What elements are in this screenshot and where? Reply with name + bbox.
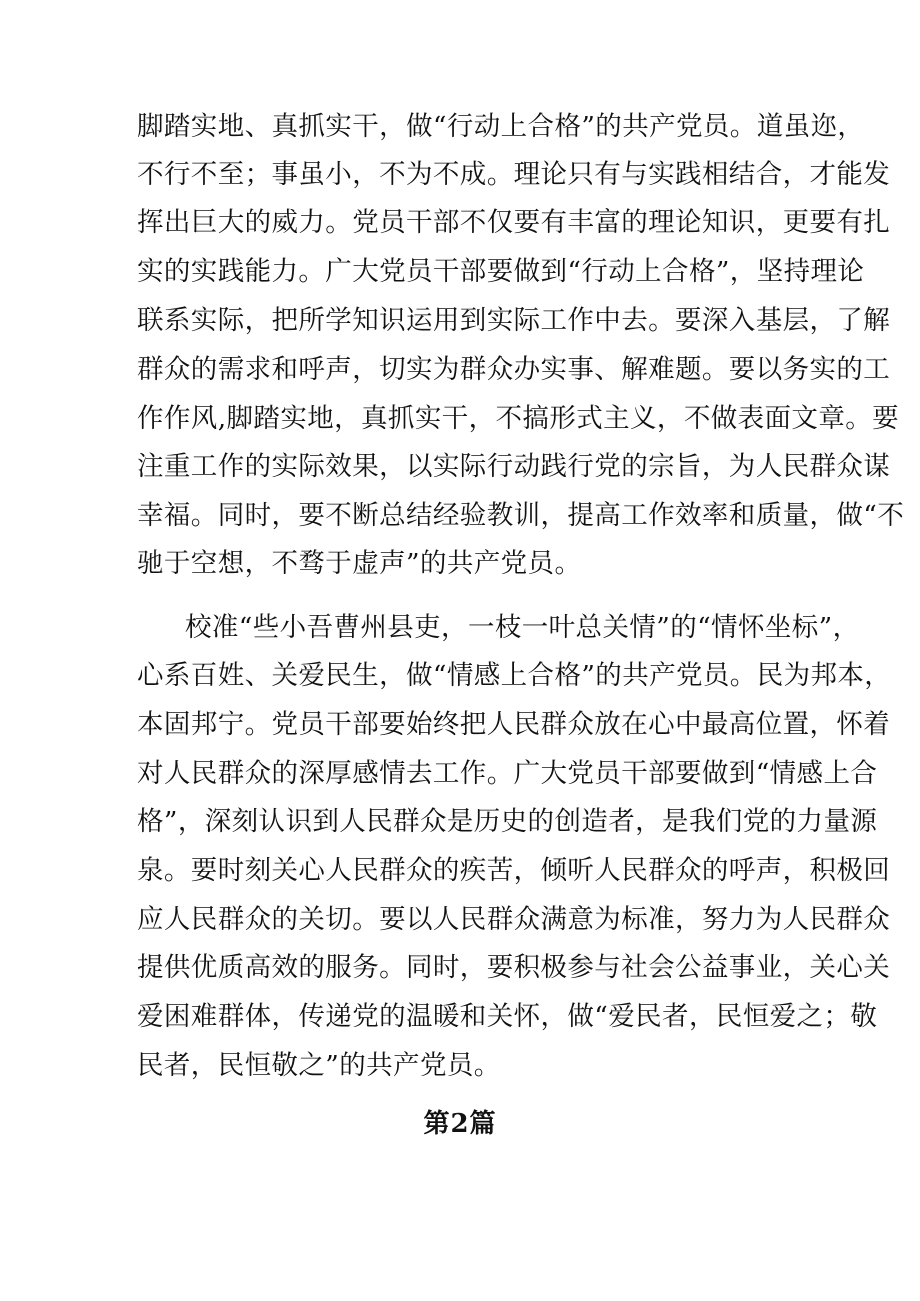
paragraph-line: 注重工作的实际效果，以实际行动践行党的宗旨，为人民群众谋 [137, 451, 891, 482]
paragraph-line: 提供优质高效的服务。同时，要积极参与社会公益事业，关心关 [137, 952, 891, 983]
paragraph-line: 脚踏实地、真抓实干，做“行动上合格”的共产党员。道虽迩， [137, 111, 865, 142]
paragraph-line: 作作风,脚踏实地，真抓实干，不搞形式主义，不做表面文章。要 [137, 403, 900, 434]
paragraph-line: 格”，深刻认识到人民群众是历史的创造者，是我们党的力量源 [137, 806, 878, 837]
paragraph-line: 应人民群众的关切。要以人民群众满意为标准，努力为人民群众 [137, 904, 891, 935]
paragraph-line: 对人民群众的深厚感情去工作。广大党员干部要做到“情感上合 [137, 758, 878, 789]
paragraph-line: 挥出巨大的威力。党员干部不仅要有丰富的理论知识，更要有扎 [137, 207, 891, 238]
paragraph-line: 民者，民恒敬之”的共产党员。 [137, 1050, 501, 1081]
paragraph-line: 幸福。同时，要不断总结经验教训，提高工作效率和质量，做“不 [137, 500, 905, 531]
paragraph-line: 泉。要时刻关心人民群众的疾苦，倾听人民群众的呼声，积极回 [137, 855, 891, 886]
paragraph-line: 不行不至；事虽小，不为不成。理论只有与实践相结合，才能发 [137, 159, 891, 190]
paragraph-line: 实的实践能力。广大党员干部要做到“行动上合格”，坚持理论 [137, 256, 865, 287]
paragraph-line: 群众的需求和呼声，切实为群众办实事、解难题。要以务实的工 [137, 354, 891, 385]
paragraph-line: 本固邦宁。党员干部要始终把人民群众放在心中最高位置，怀着 [137, 709, 891, 740]
paragraph-line: 校准“些小吾曹州县吏，一枝一叶总关情”的“情怀坐标”， [185, 612, 860, 643]
section-heading: 第2篇 [423, 1109, 497, 1139]
paragraph-line: 联系实际，把所学知识运用到实际工作中去。要深入基层，了解 [137, 305, 891, 336]
paragraph-line: 爱困难群体，传递党的温暖和关怀，做“爱民者，民恒爱之；敬 [137, 1001, 878, 1032]
paragraph-line: 驰于空想，不骛于虚声”的共产党员。 [137, 548, 582, 579]
paragraph-line: 心系百姓、关爱民生，做“情感上合格”的共产党员。民为邦本， [137, 660, 892, 691]
